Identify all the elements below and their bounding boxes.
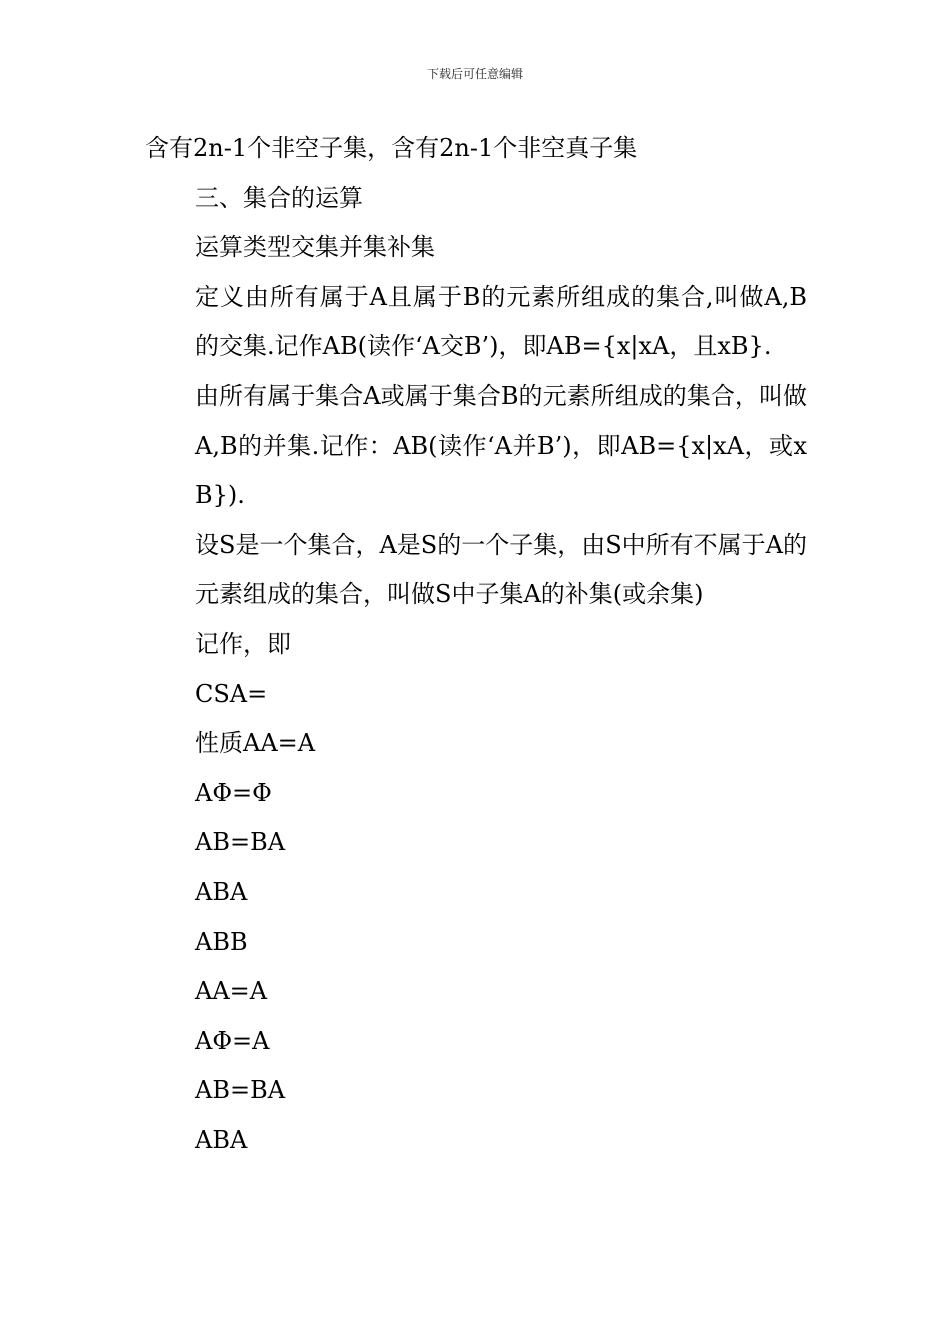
- paragraph: 记作，即: [195, 629, 291, 658]
- paragraph: 运算类型交集并集补集: [195, 233, 435, 262]
- formula-line: CSA=: [195, 679, 268, 708]
- formula-line: AB=BA: [195, 1076, 286, 1105]
- formula-line: AB=BA: [195, 828, 286, 857]
- formula-line: AA=A: [195, 977, 268, 1006]
- formula-line: AΦ=A: [195, 1026, 270, 1055]
- formula-line: 性质AA=A: [195, 729, 316, 758]
- formula-line: ABA: [195, 877, 248, 906]
- formula-line: ABA: [195, 1125, 248, 1154]
- section-heading: 三、集合的运算: [195, 183, 363, 212]
- formula-line: ABB: [195, 927, 248, 956]
- definition-union: 由所有属于集合A或属于集合B的元素所组成的集合，叫做A,B的并集.记作：AB(读作‘A并B’)，即AB={x|xA，或xB}).: [195, 381, 807, 510]
- page-header: 下载后可任意编辑: [426, 67, 523, 81]
- document-body: [145, 124, 807, 1165]
- definition-complement: 设S是一个集合，A是S的一个子集，由S中所有不属于A的元素组成的集合，叫做S中子集A的补集(或余集): [195, 530, 807, 609]
- formula-line: AΦ=Φ: [195, 778, 272, 807]
- definition-intersection: 定义由所有属于A且属于B的元素所组成的集合,叫做A,B的交集.记作AB(读作‘A交B’)，即AB={x|xA，且xB}.: [195, 282, 807, 361]
- paragraph: 含有2n-1个非空子集，含有2n-1个非空真子集: [145, 134, 638, 162]
